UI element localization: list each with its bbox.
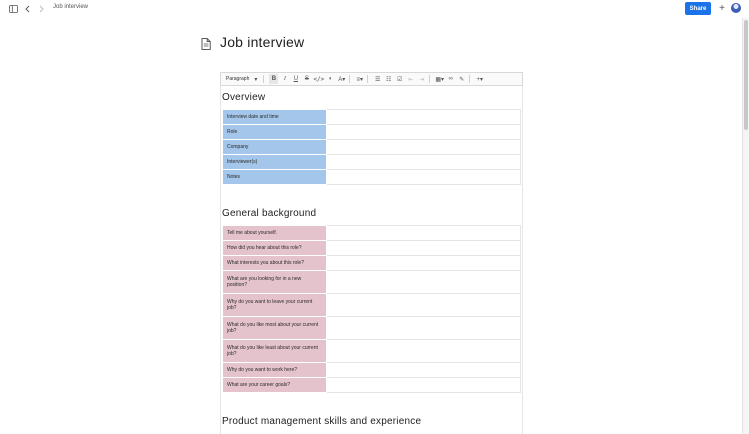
divider: [367, 75, 368, 83]
table-row: [223, 241, 521, 256]
document-icon: [201, 37, 211, 49]
breadcrumb[interactable]: Job interview: [53, 4, 89, 10]
outdent-icon[interactable]: ⇤: [408, 76, 414, 83]
table-cell-value[interactable]: [327, 226, 521, 241]
align-icon[interactable]: ≡▾: [356, 76, 363, 83]
sidebar-toggle-icon[interactable]: [8, 2, 19, 16]
divider: [349, 75, 350, 83]
table-cell-value[interactable]: [327, 241, 521, 256]
divider: [263, 75, 264, 83]
table-cell-label[interactable]: How did you hear about this role?: [223, 241, 327, 256]
table-cell-label[interactable]: What do you like least about your current job?: [223, 340, 327, 363]
chevron-down-icon[interactable]: ▾: [254, 76, 258, 83]
table-row: [223, 256, 521, 271]
table-cell-label[interactable]: Interview date and time: [223, 110, 327, 125]
table-cell-label[interactable]: Company: [223, 140, 327, 155]
general-background-table: [222, 225, 521, 393]
table-cell-value[interactable]: [327, 294, 521, 317]
table-icon[interactable]: ▦▾: [435, 76, 445, 83]
insert-plus-icon[interactable]: +▾: [476, 76, 483, 83]
table-cell-value[interactable]: [327, 140, 521, 155]
formatting-toolbar: [220, 72, 523, 86]
document-title[interactable]: Job interview: [220, 34, 305, 50]
table-cell-label[interactable]: Notes: [223, 170, 327, 185]
table-row: [223, 125, 521, 140]
table-row: [223, 378, 521, 393]
table-cell-label[interactable]: Role: [223, 125, 327, 140]
clear-format-icon[interactable]: ◐: [328, 76, 333, 82]
table-row: [223, 340, 521, 363]
table-cell-value[interactable]: [327, 340, 521, 363]
heading-general-background[interactable]: General background: [222, 208, 317, 219]
table-row: [223, 140, 521, 155]
plus-icon[interactable]: +: [719, 2, 725, 14]
divider: [469, 75, 470, 83]
table-cell-label[interactable]: Why do you want to leave your current job?: [223, 294, 327, 317]
italic-icon[interactable]: I: [283, 76, 286, 82]
table-cell-value[interactable]: [327, 378, 521, 393]
code-icon[interactable]: </>: [313, 75, 325, 83]
table-row: [223, 226, 521, 241]
paragraph-style-select[interactable]: Paragraph: [226, 76, 250, 82]
numbered-list-icon[interactable]: ☷: [386, 76, 392, 83]
table-cell-value[interactable]: [327, 271, 521, 294]
table-cell-value[interactable]: [327, 125, 521, 140]
link-icon[interactable]: ∞: [448, 76, 453, 82]
forward-arrow-icon[interactable]: [37, 2, 45, 16]
top-bar: [0, 0, 749, 18]
share-button[interactable]: Share: [685, 2, 711, 15]
table-cell-label[interactable]: Why do you want to work here?: [223, 363, 327, 378]
underline-icon[interactable]: U: [293, 76, 299, 82]
table-cell-label[interactable]: Interviewer(s): [223, 155, 327, 170]
table-row: [223, 110, 521, 125]
checklist-icon[interactable]: ☑: [397, 76, 403, 83]
table-cell-label[interactable]: Tell me about yourself.: [223, 226, 327, 241]
divider: [429, 75, 430, 83]
overview-table: [222, 109, 521, 185]
table-cell-label[interactable]: What are you looking for in a new position?: [223, 271, 327, 294]
magic-icon[interactable]: ✎: [459, 76, 465, 83]
table-cell-label[interactable]: What are your career goals?: [223, 378, 327, 393]
table-cell-value[interactable]: [327, 363, 521, 378]
table-cell-value[interactable]: [327, 170, 521, 185]
table-row: [223, 294, 521, 317]
heading-product-management[interactable]: Product management skills and experience: [222, 416, 422, 427]
bold-icon[interactable]: B: [269, 74, 278, 84]
back-arrow-icon[interactable]: [23, 2, 31, 16]
table-row: [223, 363, 521, 378]
table-row: [223, 155, 521, 170]
table-cell-value[interactable]: [327, 256, 521, 271]
table-row: [223, 271, 521, 294]
table-row: [223, 317, 521, 340]
bulleted-list-icon[interactable]: ☰: [375, 76, 381, 83]
table-cell-label[interactable]: What interests you about this role?: [223, 256, 327, 271]
table-cell-value[interactable]: [327, 110, 521, 125]
text-color-icon[interactable]: A▾: [338, 76, 346, 83]
table-row: [223, 170, 521, 185]
avatar[interactable]: [731, 3, 741, 13]
table-cell-value[interactable]: [327, 317, 521, 340]
heading-overview[interactable]: Overview: [222, 92, 266, 103]
table-cell-value[interactable]: [327, 155, 521, 170]
strikethrough-icon[interactable]: S: [304, 76, 309, 82]
table-cell-label[interactable]: What do you like most about your current job?: [223, 317, 327, 340]
indent-icon[interactable]: ⇥: [419, 76, 425, 83]
scrollbar-thumb[interactable]: [744, 20, 748, 130]
